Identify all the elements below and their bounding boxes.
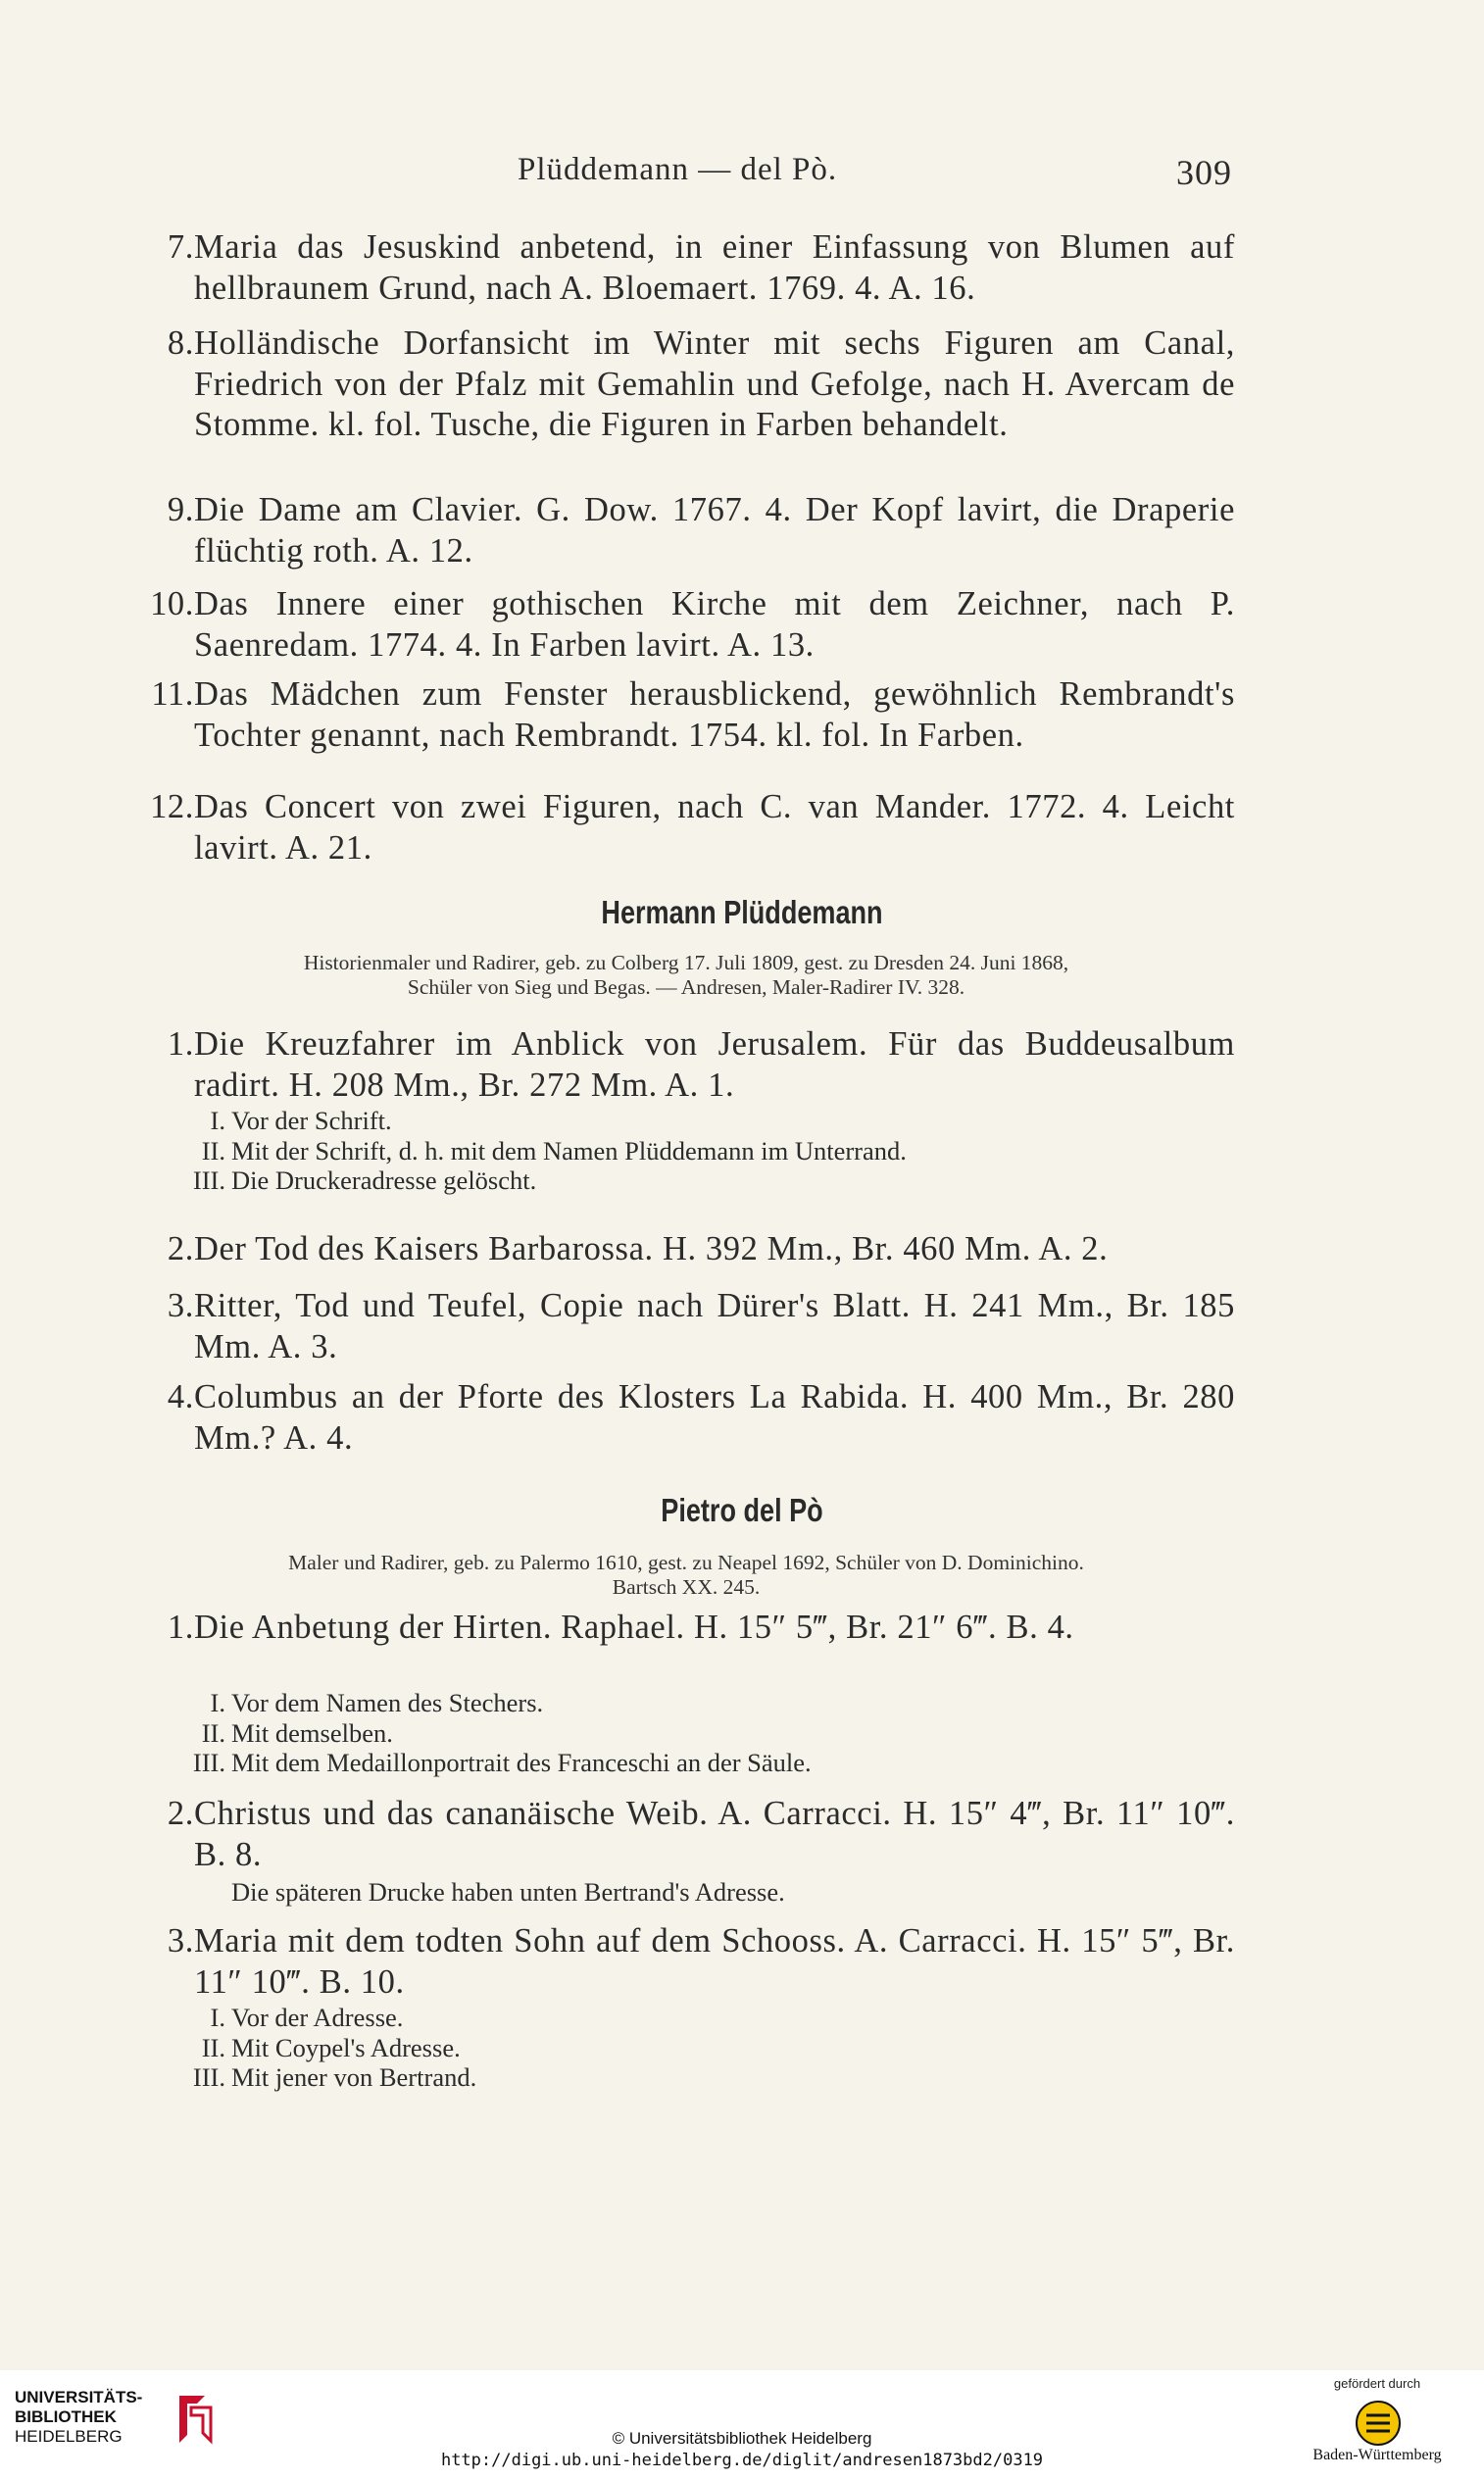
funder-name[interactable]: Baden-Württemberg <box>1312 2447 1442 2463</box>
artist-bio <box>137 951 1235 1000</box>
entry-number: 2. <box>167 1230 194 1267</box>
state-numeral: II. <box>201 2032 225 2062</box>
state-text: Mit Coypel's Adresse. <box>231 2032 461 2062</box>
running-title: Plüddemann — del Pò. <box>518 152 838 187</box>
entry-text: Christus und das cananäische Weib. A. Carracci. H. 15″ 4‴, Br. 11″ 10‴. B. 8. <box>194 1795 1235 1873</box>
state-item <box>137 2062 1235 2093</box>
entry-9 <box>137 490 1235 571</box>
entry-number: 8. <box>167 324 194 362</box>
entry-text: Das Concert von zwei Figuren, nach C. van Mander. 1772. 4. Leicht lavirt. A. 21. <box>194 788 1235 867</box>
del-po-entry-2 <box>137 1794 1235 1875</box>
pluddemann-entry-3 <box>137 1286 1235 1367</box>
state-list <box>137 1688 1235 1778</box>
bio-line: Bartsch XX. 245. <box>612 1575 761 1599</box>
entry-text: Die Dame am Clavier. G. Dow. 1767. 4. Der Kopf lavirt, die Draperie flüchtig roth. A. 12. <box>194 491 1235 570</box>
funded-by-label: gefördert durch <box>1333 2376 1421 2391</box>
entry-text: Die Anbetung der Hirten. Raphael. H. 15″ 5‴, Br. 21″ 6‴. B. 4. <box>194 1609 1074 1646</box>
state-text: Mit jener von Bertrand. <box>231 2062 477 2092</box>
state-text: Vor der Adresse. <box>231 2003 404 2032</box>
artist-heading-del-po: Pietro del Pò <box>661 1492 823 1528</box>
state-numeral: III. <box>192 1166 225 1195</box>
entry-number: 7. <box>167 228 194 266</box>
entry-number: 1. <box>167 1025 194 1063</box>
permalink[interactable]: http://digi.ub.uni-heidelberg.de/diglit/andresen1873bd2/0319 <box>440 2451 1044 2470</box>
del-po-entry-1 <box>137 1608 1235 1649</box>
state-item <box>137 2003 1235 2033</box>
entry-number: 11. <box>151 675 194 713</box>
entry-text: Ritter, Tod und Teufel, Copie nach Dürer's Blatt. H. 241 Mm., Br. 185 Mm. A. 3. <box>194 1287 1235 1365</box>
entry-text: Holländische Dorfansicht im Winter mit sechs Figuren am Canal, Friedrich von der Pfalz mit Gemahlin und Gefolge, nach H. Avercam de Stomme. kl. fol. Tusche, die Figuren in Farben behandelt. <box>194 324 1235 443</box>
state-text: Vor der Schrift. <box>231 1106 392 1135</box>
state-item <box>137 1136 1235 1166</box>
state-item <box>137 1106 1235 1136</box>
state-text: Mit dem Medaillonportrait des Franceschi an der Säule. <box>231 1748 812 1777</box>
entry-12 <box>137 787 1235 868</box>
entry-8 <box>137 323 1235 446</box>
page-number: 309 <box>1176 153 1232 192</box>
entry-text: Das Innere einer gothischen Kirche mit dem Zeichner, nach P. Saenredam. 1774. 4. In Farben lavirt. A. 13. <box>194 585 1235 664</box>
state-item <box>137 1166 1235 1196</box>
state-numeral: II. <box>201 1135 225 1166</box>
state-text: Mit der Schrift, d. h. mit dem Namen Plüddemann im Unterrand. <box>231 1135 907 1166</box>
state-list <box>137 2003 1235 2093</box>
pluddemann-entry-1 <box>137 1024 1235 1106</box>
entry-number: 12. <box>150 788 194 825</box>
entry-text: Der Tod des Kaisers Barbarossa. H. 392 Mm., Br. 460 Mm. A. 2. <box>194 1230 1109 1267</box>
state-numeral: III. <box>192 1748 225 1777</box>
entry-number: 10. <box>150 585 194 622</box>
entry-number: 3. <box>167 1922 194 1959</box>
pluddemann-entry-2 <box>137 1229 1235 1270</box>
note-text: Die späteren Drucke haben unten Bertrand's Adresse. <box>231 1877 785 1907</box>
bio-line: Maler und Radirer, geb. zu Palermo 1610, gest. zu Neapel 1692, Schüler von D. Dominichino. <box>288 1551 1084 1574</box>
state-text: Mit demselben. <box>231 1717 393 1748</box>
entry-number: 9. <box>167 491 194 528</box>
entry-number: 2. <box>167 1795 194 1832</box>
entry-text: Maria das Jesuskind anbetend, in einer Einfassung von Blumen auf hellbraunem Grund, nach A. Bloemaert. 1769. 4. A. 16. <box>194 228 1235 307</box>
state-numeral: I. <box>210 1688 225 1717</box>
state-text: Die Druckeradresse gelöscht. <box>231 1166 537 1195</box>
entry-text: Maria mit dem todten Sohn auf dem Schooss. A. Carracci. H. 15″ 5‴, Br. 11″ 10‴. B. 10. <box>194 1922 1235 2001</box>
library-name: UNIVERSITÄTS- BIBLIOTHEK HEIDELBERG <box>15 2388 143 2446</box>
entry-text: Das Mädchen zum Fenster herausblickend, gewöhnlich Rembrandt's Tochter genannt, nach Rembrandt. 1754. kl. fol. In Farben. <box>194 675 1235 754</box>
state-numeral: II. <box>201 1717 225 1748</box>
artist-heading-pluddemann: Hermann Plüddemann <box>601 894 883 930</box>
entry-number: 4. <box>167 1378 194 1415</box>
artist-bio <box>137 1551 1235 1600</box>
entry-text: Die Kreuzfahrer im Anblick von Jerusalem. Für das Buddeusalbum radirt. H. 208 Mm., Br. 272 Mm. A. 1. <box>194 1025 1235 1104</box>
state-item <box>137 1688 1235 1718</box>
copyright-notice: © Universitätsbibliothek Heidelberg <box>612 2429 872 2448</box>
state-numeral: I. <box>210 1106 225 1135</box>
state-item <box>137 1718 1235 1749</box>
del-po-entry-3 <box>137 1921 1235 2003</box>
entry-11 <box>137 674 1235 756</box>
state-item <box>137 2033 1235 2063</box>
entry-10 <box>137 584 1235 666</box>
entry-text: Columbus an der Pforte des Klosters La Rabida. H. 400 Mm., Br. 280 Mm.? A. 4. <box>194 1378 1235 1457</box>
state-numeral: I. <box>210 2003 225 2032</box>
bio-line: Historienmaler und Radirer, geb. zu Colberg 17. Juli 1809, gest. zu Dresden 24. Juni 1868, <box>303 951 1069 974</box>
note <box>137 1877 1235 1908</box>
entry-7 <box>137 227 1235 309</box>
entry-number: 3. <box>167 1287 194 1324</box>
state-text: Vor dem Namen des Stechers. <box>231 1688 544 1717</box>
pluddemann-entry-4 <box>137 1377 1235 1459</box>
bio-line: Schüler von Sieg und Begas. — Andresen, Maler-Radirer IV. 328. <box>407 975 965 999</box>
state-list <box>137 1106 1235 1196</box>
state-numeral: III. <box>192 2062 225 2092</box>
baden-wuerttemberg-crest-icon <box>1355 2400 1402 2447</box>
state-item <box>137 1748 1235 1778</box>
entry-number: 1. <box>167 1609 194 1646</box>
